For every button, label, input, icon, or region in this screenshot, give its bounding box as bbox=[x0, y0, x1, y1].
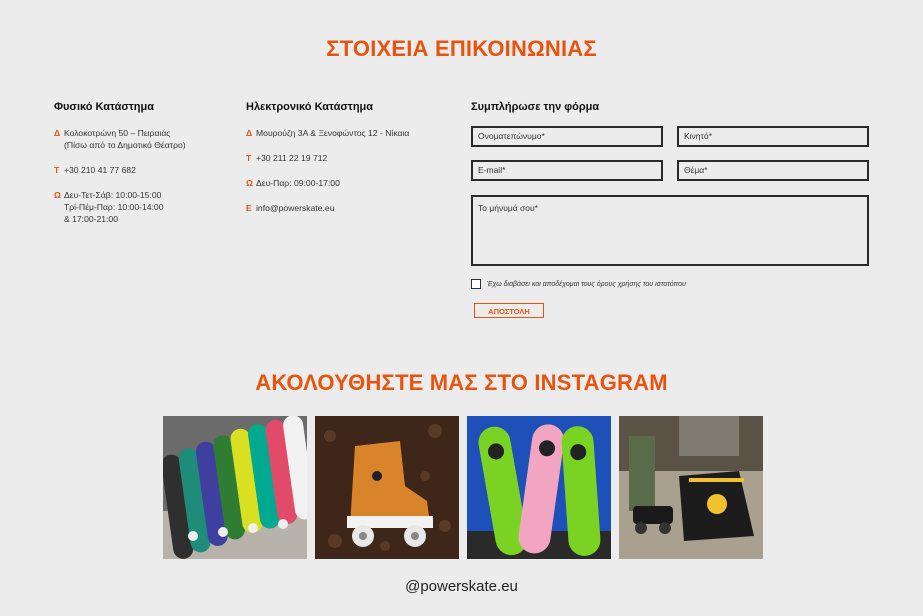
phone-key: Τ bbox=[54, 165, 60, 175]
instagram-handle-link[interactable]: @powerskate.eu bbox=[405, 578, 518, 595]
online-store-column bbox=[246, 101, 446, 227]
physical-phone-row bbox=[54, 164, 224, 176]
online-address: Μουρούζη 3Α & Ξενοφώντος 12 - Νίκαια bbox=[256, 128, 410, 138]
terms-consent bbox=[471, 279, 686, 289]
online-address-row bbox=[246, 127, 446, 139]
physical-address-row bbox=[54, 127, 224, 151]
physical-address-line2: (Πίσω από το Δημοτικό Θέατρο) bbox=[64, 140, 186, 150]
online-store-heading: Ηλεκτρονικό Κατάστημα bbox=[246, 101, 374, 113]
instagram-section-title: ΑΚΟΛΟΥΘΗΣΤΕ ΜΑΣ ΣΤΟ INSTAGRAM bbox=[255, 370, 668, 395]
hours-key: Ω bbox=[246, 178, 253, 188]
online-hours: Δευ-Παρ: 09:00-17:00 bbox=[256, 178, 340, 188]
online-hours-row bbox=[246, 177, 446, 189]
physical-hours-line3: & 17:00-21:00 bbox=[64, 214, 118, 224]
form-heading: Συμπλήρωσε την φόρμα bbox=[471, 101, 600, 113]
phone-key: Τ bbox=[246, 153, 252, 163]
contact-section-title: ΣΤΟΙΧΕΙΑ ΕΠΙΚΟΙΝΩΝΙΑΣ bbox=[326, 36, 597, 61]
physical-hours-line2: Τρί-Πέμ-Παρ: 10:00-14:00 bbox=[64, 202, 164, 212]
hours-key: Ω bbox=[54, 190, 61, 200]
address-key: Δ bbox=[54, 128, 61, 138]
name-input[interactable]: Ονοματεπώνυμο* bbox=[471, 126, 663, 147]
email-key: Ε bbox=[246, 203, 252, 213]
contact-form bbox=[471, 101, 869, 316]
physical-hours-line1: Δευ-Τετ-Σάβ: 10:00-15:00 bbox=[64, 190, 162, 200]
terms-checkbox[interactable] bbox=[471, 279, 481, 289]
online-phone[interactable]: +30 211 22 19 712 bbox=[256, 153, 328, 163]
instagram-post-skateboards-wall[interactable] bbox=[163, 416, 307, 559]
physical-phone[interactable]: +30 210 41 77 682 bbox=[64, 165, 136, 175]
phone-input[interactable]: Κινητό* bbox=[677, 126, 869, 147]
email-input[interactable]: E-mail* bbox=[471, 160, 663, 181]
instagram-post-roller-skate[interactable] bbox=[315, 416, 459, 559]
terms-consent-label[interactable]: Έχω διαβάσει και αποδέχομαι τους όρους χρήσης του ιστοτόπου bbox=[487, 280, 686, 288]
online-email-row bbox=[246, 202, 446, 214]
online-phone-row bbox=[246, 152, 446, 164]
message-textarea[interactable]: Το μήνυμά σου* bbox=[471, 195, 869, 266]
submit-button[interactable]: ΑΠΟΣΤΟΛΗ bbox=[474, 303, 544, 318]
physical-address-line1: Κολοκοτρώνη 50 – Πειραιάς bbox=[64, 128, 171, 138]
subject-input[interactable]: Θέμα* bbox=[677, 160, 869, 181]
physical-store-heading: Φυσικό Κατάστημα bbox=[54, 101, 155, 113]
physical-hours-row bbox=[54, 189, 224, 225]
online-email-link[interactable]: info@powerskate.eu bbox=[256, 203, 335, 213]
instagram-post-skates-bag[interactable] bbox=[619, 416, 763, 559]
address-key: Δ bbox=[246, 128, 253, 138]
instagram-post-enjoi-boards[interactable] bbox=[467, 416, 611, 559]
instagram-gallery bbox=[163, 416, 763, 559]
physical-store-column bbox=[54, 101, 224, 238]
